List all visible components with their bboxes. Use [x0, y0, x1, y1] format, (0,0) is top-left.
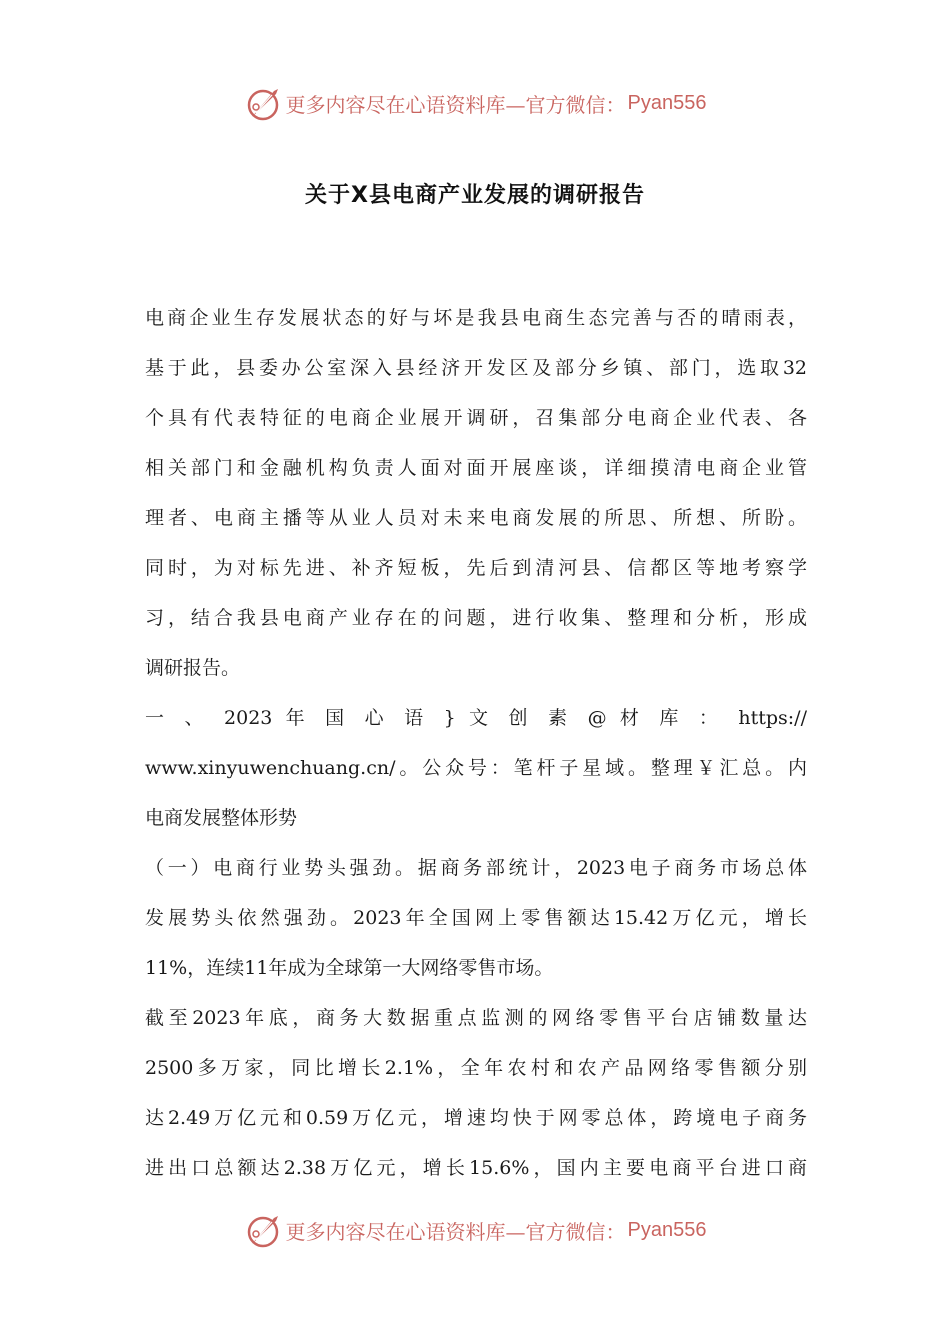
text-line: 截至2023年底，商务大数据重点监测的网络零售平台店铺数量达 — [145, 1007, 807, 1029]
banner-text: 更多内容尽在心语资料库—官方微信： — [285, 92, 626, 117]
text-line: 发展势头依然强劲。2023年全国网上零售额达15.42万亿元，增长 — [145, 907, 807, 929]
banner-text: 更多内容尽在心语资料库—官方微信： — [285, 1219, 626, 1244]
text-line: 个具有代表特征的电商企业展开调研，召集部分电商企业代表、各 — [145, 407, 807, 429]
text-line: 同时，为对标先进、补齐短板，先后到清河县、信都区等地考察学 — [145, 557, 807, 579]
text-line: （一）电商行业势头强劲。据商务部统计，2023电子商务市场总体 — [145, 857, 807, 879]
section-heading: 电商发展整体形势 — [145, 807, 298, 829]
text-line: 习，结合我县电商产业存在的问题，进行收集、整理和分析，形成 — [145, 607, 807, 629]
document-body — [145, 293, 807, 1193]
quill-logo-icon — [244, 83, 284, 123]
wechat-id: Pyan556 — [627, 1218, 707, 1241]
text-line: 调研报告。 — [145, 657, 241, 679]
text-line: 11%，连续11年成为全球第一大网络零售市场。 — [145, 957, 554, 979]
text-line: 理者、电商主播等从业人员对未来电商发展的所思、所想、所盼。 — [145, 507, 807, 529]
text-line: 进出口总额达2.38万亿元，增长15.6%，国内主要电商平台进口商 — [145, 1157, 807, 1179]
text-line: www.xinyuwenchuang.cn/。公众号：笔杆子星域。整理￥汇总。内 — [145, 757, 807, 779]
header-banner — [0, 78, 950, 128]
footer-banner — [0, 1205, 950, 1255]
text-line: 基于此，县委办公室深入县经济开发区及部分乡镇、部门，选取32 — [145, 357, 807, 379]
text-line: 一 、 2023 年 国 心 语 } 文 创 素 @ 材 库 ： https:// — [145, 707, 807, 729]
text-line: 电商企业生存发展状态的好与坏是我县电商生态完善与否的晴雨表， — [145, 307, 807, 329]
text-line: 相关部门和金融机构负责人面对面开展座谈，详细摸清电商企业管 — [145, 457, 807, 479]
page-title: 关于X县电商产业发展的调研报告 — [305, 183, 645, 208]
text-line: 达2.49万亿元和0.59万亿元，增速均快于网零总体，跨境电子商务 — [145, 1107, 807, 1129]
quill-logo-icon — [244, 1210, 284, 1250]
wechat-id: Pyan556 — [627, 91, 707, 114]
text-line: 2500多万家，同比增长2.1%，全年农村和农产品网络零售额分别 — [145, 1057, 807, 1079]
